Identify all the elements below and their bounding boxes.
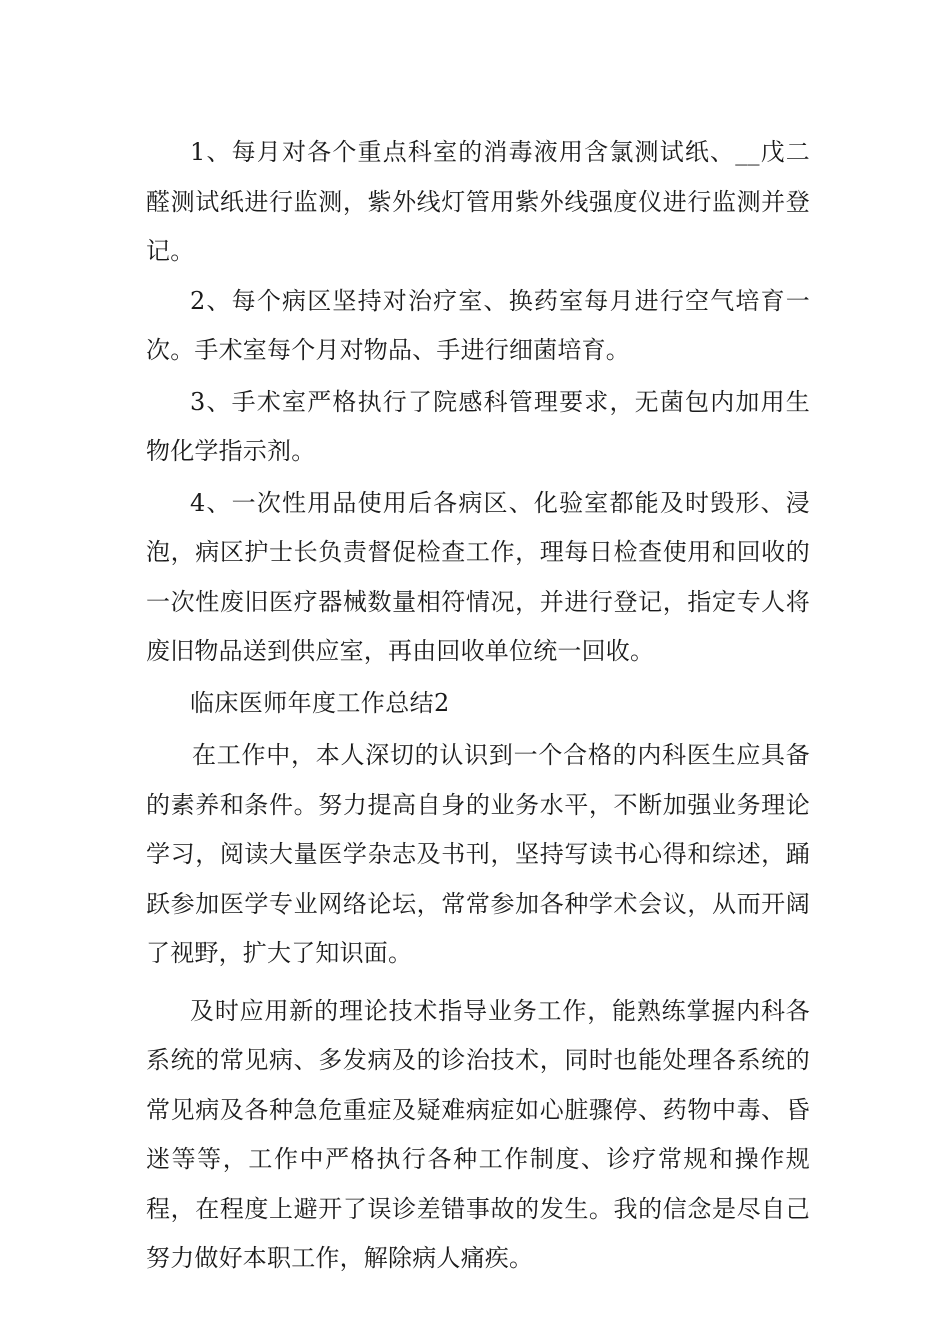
body-paragraph-2: 及时应用新的理论技术指导业务工作，能熟练掌握内科各系统的常见病、多发病及的诊治技术，同时也能处理各系统的常见病及各种急危重症及疑难病症如心脏骤停、药物中毒、昏迷等等，工作中严格执行各种工作制度、诊疗常规和操作规程，在程度上避开了误诊差错事故的发生。我的信念是尽自己努力做好本职工作，解除病人痛疾。 xyxy=(146,996,810,1272)
section-heading: 临床医师年度工作总结2 xyxy=(190,688,450,717)
body-paragraph-1: 在工作中，本人深切的认识到一个合格的内科医生应具备的素养和条件。努力提高自身的业务水平，不断加强业务理论学习，阅读大量医学杂志及书刊，坚持写读书心得和综述，踊跃参加医学专业网络论坛，常常参加各种学术会议，从而开阔了视野，扩大了知识面。 xyxy=(146,741,810,967)
paragraph-item-4: 4、一次性用品使用后各病区、化验室都能及时毁形、浸泡，病区护士长负责督促检查工作，理每日检查使用和回收的一次性废旧医疗器械数量相符情况，并进行登记，指定专人将废旧物品送到供应室，再由回收单位统一回收。 xyxy=(146,488,810,665)
paragraph-item-2: 2、每个病区坚持对治疗室、换药室每月进行空气培育一次。手术室每个月对物品、手进行细菌培育。 xyxy=(146,286,810,364)
paragraph-item-1: 1、每月对各个重点科室的消毒液用含氯测试纸、__戊二醛测试纸进行监测，紫外线灯管用紫外线强度仪进行监测并登记。 xyxy=(146,138,810,265)
document-page xyxy=(146,128,810,1287)
paragraph-item-3: 3、手术室严格执行了院感科管理要求，无菌包内加用生物化学指示剂。 xyxy=(146,387,810,465)
